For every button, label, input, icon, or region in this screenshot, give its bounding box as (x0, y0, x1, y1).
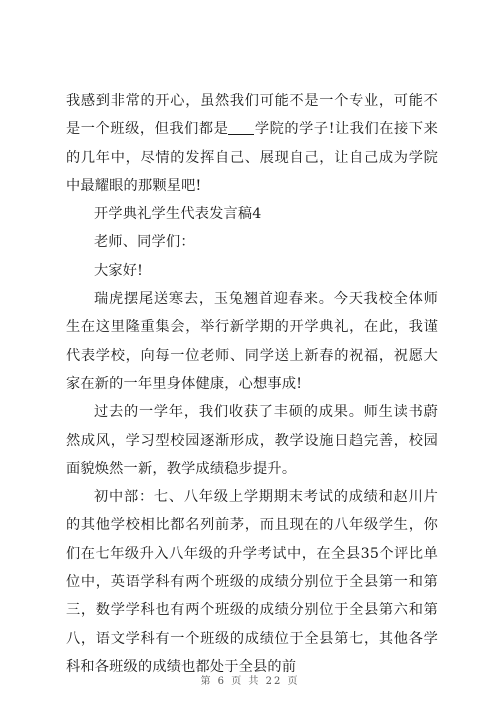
paragraph-continuation (66, 87, 438, 200)
paragraph-new-year-wishes: 瑞虎摆尾送寒去，玉兔翘首迎春来。今天我校全体师生在这里隆重集会，举行新学期的开学典礼，在此，我谨代表学校，向每一位老师、同学送上新春的祝福，祝愿大家在新的一年里身体健康，心想事成! (66, 291, 438, 392)
speech-title: 开学典礼学生代表发言稿4 (94, 206, 262, 223)
page-number-footer: 第 6 页 共 22 页 (200, 676, 300, 687)
fill-in-blank (228, 120, 254, 135)
paragraph-text-before-blank: 我感到非常的开心，虽然我们可能不是一个专业，可能不是一个班级，但我们都是 (66, 93, 438, 138)
paragraph-text-after-blank: 学院的学子!让我们在接下来的几年中，尽情的发挥自己、展现自己，让自己成为学院中最耀眼的那颗星吧! (66, 121, 438, 194)
paragraph-junior-high-results: 初中部：七、八年级上学期期末考试的成绩和赵川片的其他学校相比都名列前茅，而且现在的八年级学生，你们在七年级升入八年级的升学考试中，在全县35个评比单位中，英语学科有两个班级的成绩分别位于全县第一和第三，数学学科也有两个班级的成绩分别位于全县第六和第八，语文学科有一个班级的成绩位于全县第七，其他各学科和各班级的成绩也都处于全县的前 (66, 489, 438, 675)
document-body (66, 87, 438, 681)
paragraph-past-year-achievements: 过去的一学年，我们收获了丰硕的成果。师生读书蔚然成风，学习型校园逐渐形成，教学设施日趋完善，校园面貌焕然一新，教学成绩稳步提升。 (66, 404, 438, 477)
salutation: 老师、同学们： (94, 234, 195, 251)
greeting: 大家好! (94, 262, 144, 279)
